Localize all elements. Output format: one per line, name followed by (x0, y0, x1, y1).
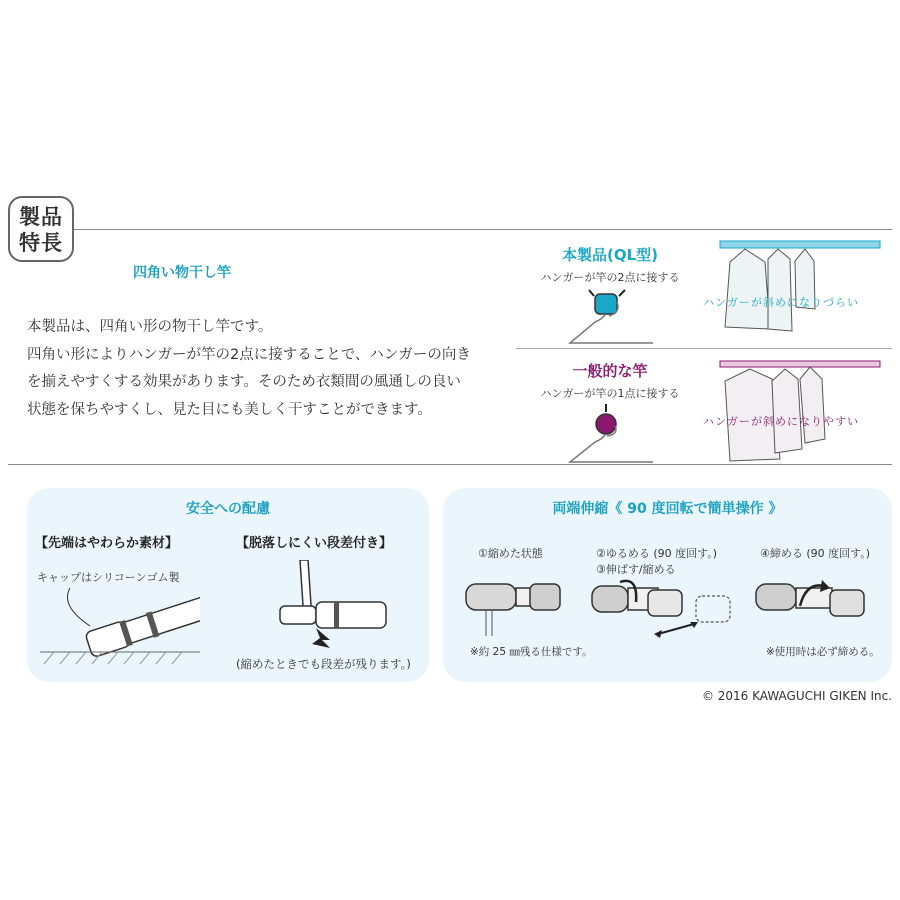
feature-badge (8, 196, 74, 262)
step-3-label: ③伸ばす/縮める (596, 563, 676, 576)
product-caption: ハンガーが竿の2点に接する (540, 271, 680, 284)
general-note: ハンガーが斜めになりやすい (703, 415, 859, 428)
description-line: 四角い形によりハンガーが竿の2点に接することで、ハンガーの向き (27, 346, 471, 363)
description-line: を揃えやすくする効果があります。そのため衣類間の風通しの良い (27, 374, 461, 390)
description-line: 状態を保ちやすくし、見た目にも美しく干すことができます。 (27, 401, 432, 418)
product-comparison (540, 244, 680, 285)
badge-line-1: 製品 (19, 205, 63, 229)
step-2-label: ②ゆるめる (90 度回す。) (596, 547, 718, 560)
soft-tip-heading: 【先端はやわらか素材】 (35, 536, 179, 551)
product-hanging-clothes-illustration (690, 237, 890, 347)
product-title: 本製品(QL型) (561, 246, 659, 264)
product-note: ハンガーが斜めになりづらい (703, 296, 859, 309)
safety-title: 安全への配慮 (186, 501, 270, 517)
retracted-note: ※約 25 ㎜残る仕様です。 (470, 646, 593, 658)
locked-pole-illustration (752, 576, 872, 646)
extending-pole-illustration (588, 576, 738, 648)
silicone-cap-illustration (40, 586, 200, 666)
step-1-label: ①縮めた状態 (478, 547, 543, 560)
step-4-label: ④締める (90 度回す。) (760, 547, 871, 560)
locked-note: ※使用時は必ず締める。 (766, 646, 880, 658)
step-heading: 【脱落しにくい段差付き】 (236, 536, 393, 551)
telescoping-title: 両端伸縮《 90 度回転で簡単操作 》 (552, 501, 783, 517)
general-caption: ハンガーが竿の1点に接する (540, 387, 680, 400)
general-comparison (540, 360, 680, 401)
round-pole-hanger-illustration (565, 404, 655, 466)
section-divider (8, 464, 892, 465)
step-illustration (272, 560, 392, 650)
cap-label: キャップはシリコーンゴム製 (37, 571, 180, 584)
copyright: © 2016 KAWAGUCHI GIKEN Inc. (701, 689, 892, 703)
description-line: 本製品は、四角い形の物干し竿です。 (27, 319, 273, 335)
general-hanging-clothes-illustration (690, 353, 890, 465)
badge-line-2: 特長 (19, 231, 63, 255)
general-title: 一般的な竿 (572, 362, 648, 380)
feature-description (27, 314, 507, 424)
square-pole-hanger-illustration (565, 288, 655, 348)
step-note: (縮めたときでも段差が残ります。) (236, 657, 411, 671)
comparison-divider (516, 348, 892, 349)
header-divider (74, 229, 892, 230)
feature-heading: 四角い物干し竿 (133, 265, 231, 281)
retracted-pole-illustration (462, 576, 572, 646)
